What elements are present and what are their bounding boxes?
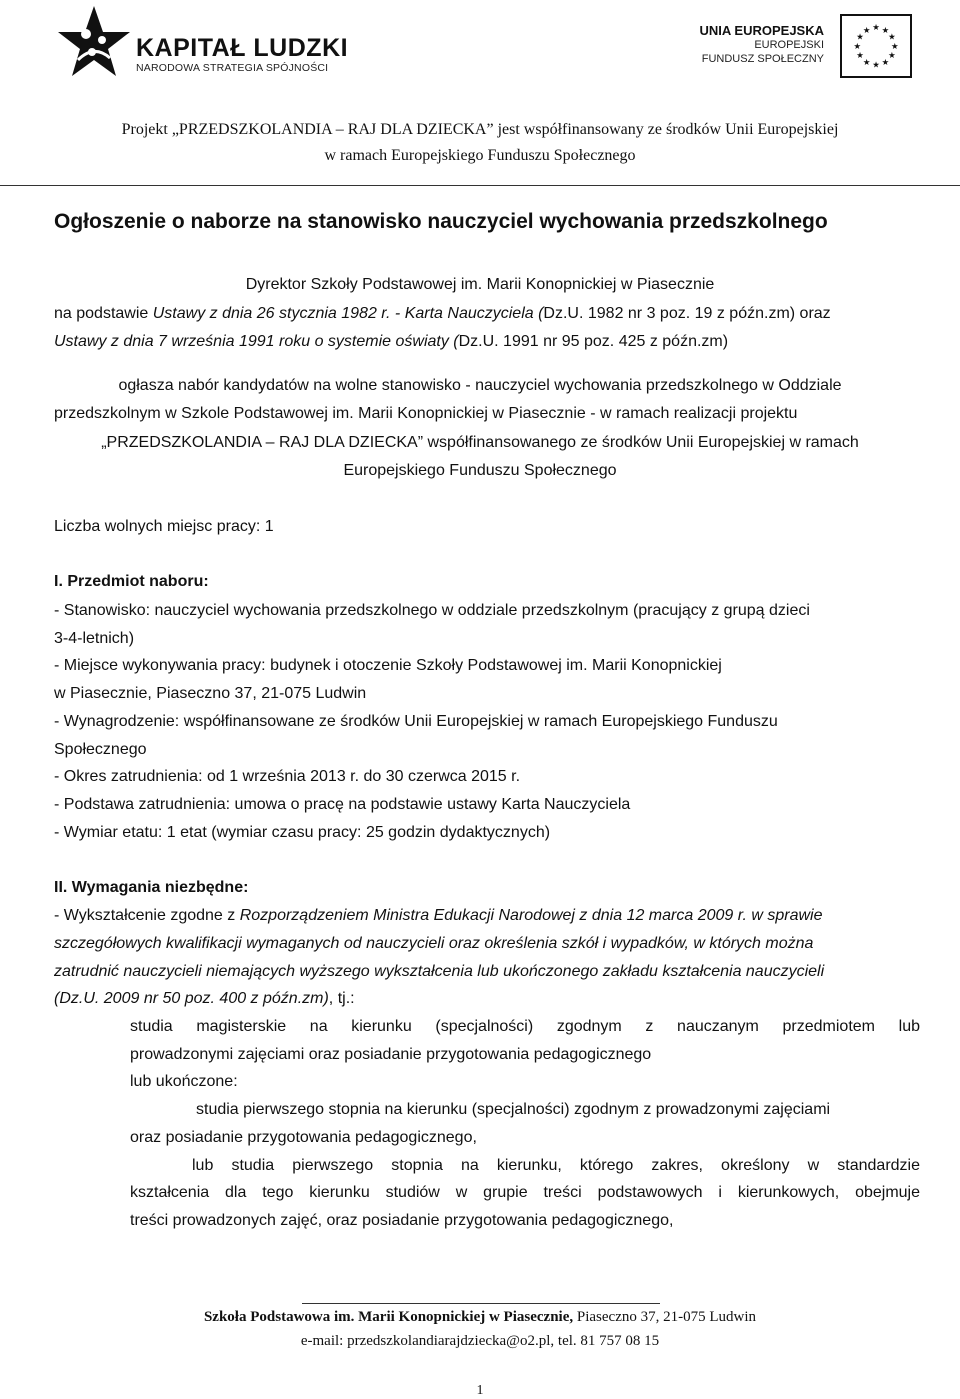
section-1-line-5: - Wynagrodzenie: współfinansowane ze środków Unii Europejskiej w ramach Europejskiego Funduszu [54, 713, 778, 730]
svg-text:★: ★ [890, 40, 899, 51]
announce-line-3: „PRZEDSZKOLANDIA – RAJ DLA DZIECKA” współfinansowanego ze środków Unii Europejskiej w ramach [101, 434, 859, 451]
footer-divider [302, 1303, 660, 1304]
qualification-2-line-2: oraz posiadanie przygotowania pedagogicznego, [130, 1129, 477, 1146]
section-2-line-1-suffix: w sprawie [746, 907, 823, 924]
vacancies-count: Liczba wolnych miejsc pracy: 1 [54, 518, 274, 535]
qualification-3-line-1: lub studia pierwszego stopnia na kierunku, którego zakres, określony w standardzie [192, 1157, 920, 1174]
kapital-ludzki-logo [56, 4, 349, 86]
section-2-line-2: szczegółowych kwalifikacji wymaganych od nauczycieli oraz określenia szkół i wypadków, w których można [54, 935, 814, 952]
section-2-heading: II. Wymagania niezbędne: [54, 879, 249, 896]
svg-text:★: ★ [872, 59, 880, 70]
svg-text:★: ★ [888, 50, 896, 61]
section-2-line-4 [54, 990, 355, 1008]
footer-school [0, 1309, 960, 1326]
svg-text:★: ★ [888, 31, 896, 42]
svg-text:★: ★ [862, 56, 871, 67]
section-1-line-2: 3-4-letnich) [54, 630, 135, 647]
section-1-line-3: - Miejsce wykonywania pracy: budynek i otoczenie Szkoły Podstawowej im. Marii Konopnickiej [54, 657, 722, 674]
eu-logo-text [700, 24, 824, 66]
announce-line-4: Europejskiego Funduszu Społecznego [343, 462, 617, 479]
qualification-1-line-1: studia magisterskie na kierunku (specjalności) zgodnym z nauczanym przedmiotem lub [130, 1018, 920, 1035]
law-line-2-ref: Dz.U. 1991 nr 95 poz. 425 z późn.zm) [458, 333, 729, 350]
section-1-line-4: w Piasecznie, Piaseczno 37, 21-075 Ludwin [54, 685, 367, 702]
project-line-1: Projekt „PRZEDSZKOLANDIA – RAJ DLA DZIECKA” jest współfinansowany ze środków Unii Europejskiej [121, 121, 839, 138]
section-1-line-9: - Wymiar etatu: 1 etat (wymiar czasu pracy: 25 godzin dydaktycznych) [54, 824, 551, 841]
law-line-1-prefix: na podstawie [54, 305, 153, 322]
qualification-3-line-2: kształcenia dla tego kierunku studiów w grupie treści podstawowych i kierunkowych, obejmuje [130, 1184, 920, 1201]
page-number: 1 [476, 1383, 484, 1398]
law-line-2 [54, 333, 728, 351]
svg-text:★: ★ [856, 50, 864, 61]
section-1-line-1: - Stanowisko: nauczyciel wychowania przedszkolnego w oddziale przedszkolnym (pracujący z grupą dzieci [54, 602, 810, 619]
law-line-2-title: Ustawy z dnia 7 września 1991 roku o systemie oświaty ( [54, 333, 459, 350]
qualification-or-completed: lub ukończone: [130, 1073, 238, 1090]
kapital-ludzki-title: KAPITAŁ LUDZKI [136, 34, 349, 62]
eu-logo-line2: EUROPEJSKI [754, 39, 824, 51]
section-2-citation: (Dz.U. 2009 nr 50 poz. 400 z późn.zm) [54, 990, 329, 1007]
section-2-line-3: zatrudnić nauczycieli niemających wyższego wykształcenia lub ukończonego zakładu kształcenia nauczycieli [54, 963, 825, 980]
svg-text:★: ★ [853, 40, 862, 51]
svg-text:★: ★ [872, 22, 880, 33]
svg-text:★: ★ [862, 24, 871, 35]
footer-contact: e-mail: przedszkolandiarajdziecka@o2.pl, tel. 81 757 08 15 [300, 1333, 660, 1349]
announce-line-1: ogłasza nabór kandydatów na wolne stanowisko - nauczyciel wychowania przedszkolnego w Oddziale [118, 377, 842, 394]
law-line-1-title: Ustawy z dnia 26 stycznia 1982 r. - Karta Nauczyciela ( [152, 305, 544, 322]
qualification-2-line-1: studia pierwszego stopnia na kierunku (specjalności) zgodnym z prowadzonymi zajęciami [196, 1101, 831, 1118]
eu-logo-line1: UNIA EUROPEJSKA [699, 23, 824, 38]
header-divider [0, 185, 960, 186]
project-line-2: w ramach Europejskiego Funduszu Społecznego [324, 147, 636, 164]
section-2-line-1 [54, 907, 823, 925]
qualification-3-line-3: treści prowadzonych zajęć, oraz posiadanie przygotowania pedagogicznego, [130, 1212, 674, 1229]
qualification-1-line-2: prowadzonymi zajęciami oraz posiadanie przygotowania pedagogicznego [130, 1046, 652, 1063]
section-2-line-1-prefix: - Wykształcenie zgodne z [54, 907, 240, 924]
section-1-heading: I. Przedmiot naboru: [54, 573, 209, 590]
section-2-regulation: Rozporządzeniem Ministra Edukacji Narodowej z dnia 12 marca 2009 r. [239, 907, 747, 924]
section-1-line-8: - Podstawa zatrudnienia: umowa o pracę na podstawie ustawy Karta Nauczyciela [54, 796, 631, 813]
svg-text:★: ★ [881, 24, 890, 35]
footer-school-name: Szkoła Podstawowa im. Marii Konopnickiej w Piasecznie, [203, 1309, 574, 1325]
eu-logo [700, 14, 912, 80]
law-line-1-ref: Dz.U. 1982 nr 3 poz. 19 z późn.zm) oraz [543, 305, 831, 322]
eu-flag-icon [840, 14, 912, 78]
director-line: Dyrektor Szkoły Podstawowej im. Marii Konopnickiej w Piasecznie [245, 276, 715, 293]
eu-logo-line3: FUNDUSZ SPOŁECZNY [701, 53, 824, 65]
svg-text:★: ★ [856, 31, 864, 42]
section-1-line-7: - Okres zatrudnienia: od 1 września 2013 r. do 30 czerwca 2015 r. [54, 768, 521, 785]
section-1-line-6: Społecznego [54, 741, 147, 758]
footer-address: Piaseczno 37, 21-075 Ludwin [573, 1309, 757, 1325]
law-line-1 [54, 305, 831, 323]
document-title: Ogłoszenie o naborze na stanowisko nauczyciel wychowania przedszkolnego [54, 210, 828, 233]
svg-text:★: ★ [881, 56, 890, 67]
section-2-line-4-suffix: , tj.: [328, 990, 355, 1007]
kapital-ludzki-subtitle: NARODOWA STRATEGIA SPÓJNOŚCI [136, 62, 329, 74]
announce-line-2: przedszkolnym w Szkole Podstawowej im. Marii Konopnickiej w Piasecznie - w ramach realizacji projektu [54, 405, 798, 422]
kapital-ludzki-star-icon [56, 4, 132, 80]
